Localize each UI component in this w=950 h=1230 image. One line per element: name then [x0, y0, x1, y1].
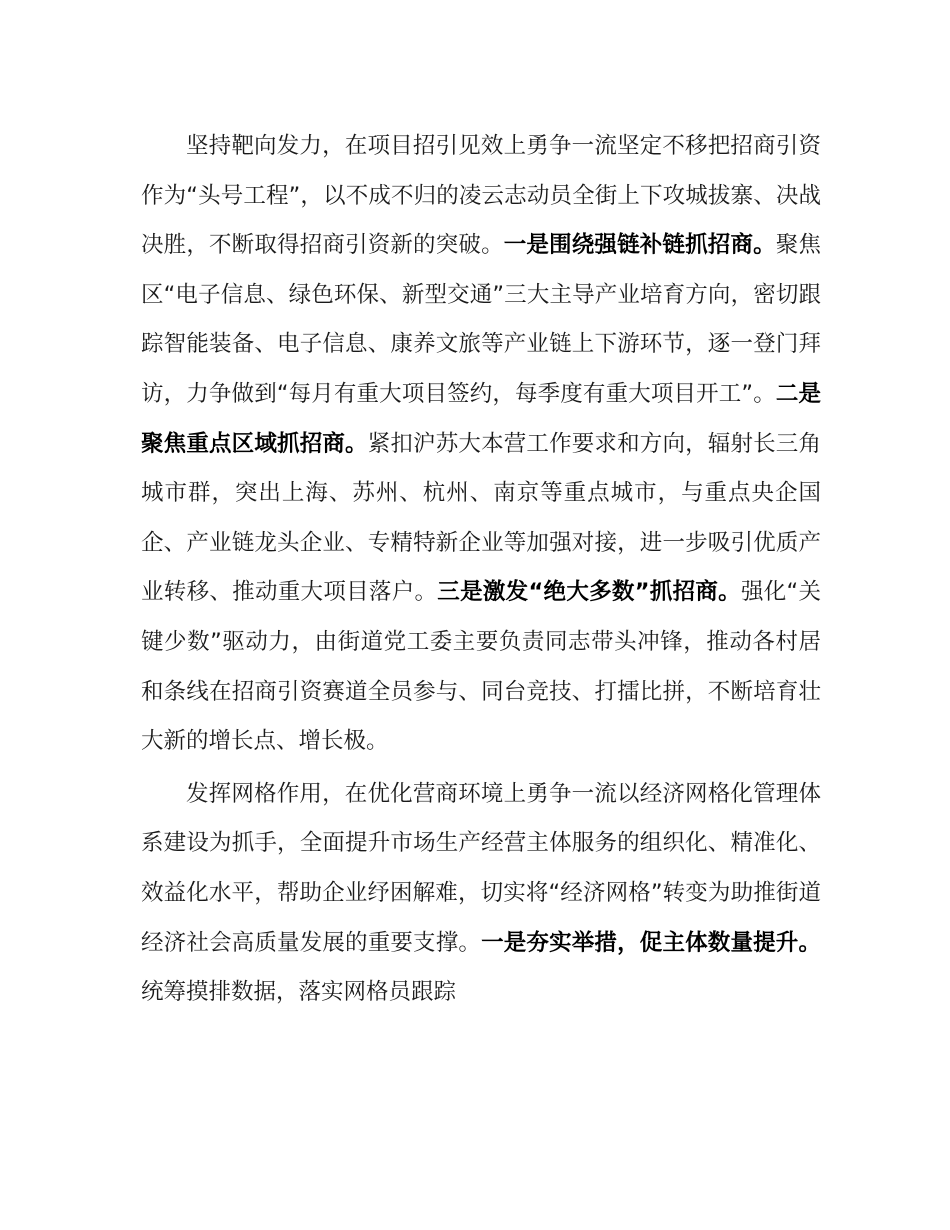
paragraph-text: 聚焦区“电子信息、绿色环保、新型交通”三大主导产业培育方向，密切跟踪智能装备、电子信息、康养文旅等产业链上下游环节，逐一登门拜访，力争做到“每月有重大项目签约，每季度有重大项目开工”。	[141, 232, 821, 407]
paragraph-investment	[141, 122, 821, 767]
paragraph-text: 坚持靶向发力，在项目招引见效上勇争一流坚定不移把招商引资作为“头号工程”，以不成不归的凌云志动员全街上下攻城拔寨、决战决胜，不断取得招商引资新的突破。	[141, 133, 821, 259]
paragraph-text: 紧扣沪苏大本营工作要求和方向，辐射长三角城市群，突出上海、苏州、杭州、南京等重点城市，与重点央企国企、产业链龙头企业、专精特新企业等加强对接，进一步吸引优质产业转移、推动重大项目落户。	[141, 430, 821, 606]
paragraph-text: 强化“关键少数”驱动力，由街道党工委主要负责同志带头冲锋，推动各村居和条线在招商引资赛道全员参与、同台竞技、打擂比拼，不断培育壮大新的增长点、增长极。	[141, 579, 821, 755]
paragraph-text: 发挥网格作用，在优化营商环境上勇争一流以经济网格化管理体系建设为抓手，全面提升市场生产经营主体服务的组织化、精准化、效益化水平，帮助企业纾困解难，切实将“经济网格”转变为助推街道经济社会高质量发展的重要支撑。	[141, 780, 821, 956]
bold-heading: 一是围绕强链补链抓招商。	[503, 232, 776, 259]
bold-heading: 一是夯实举措，促主体数量提升。	[481, 929, 821, 956]
document-page	[141, 122, 821, 1018]
bold-heading: 三是激发“绝大多数”抓招商。	[437, 579, 741, 606]
paragraph-text: 统筹摸排数据，落实网格员跟踪	[141, 979, 457, 1006]
bold-heading: 二是聚焦重点区域抓招商。	[141, 380, 821, 457]
paragraph-grid	[141, 770, 821, 1018]
